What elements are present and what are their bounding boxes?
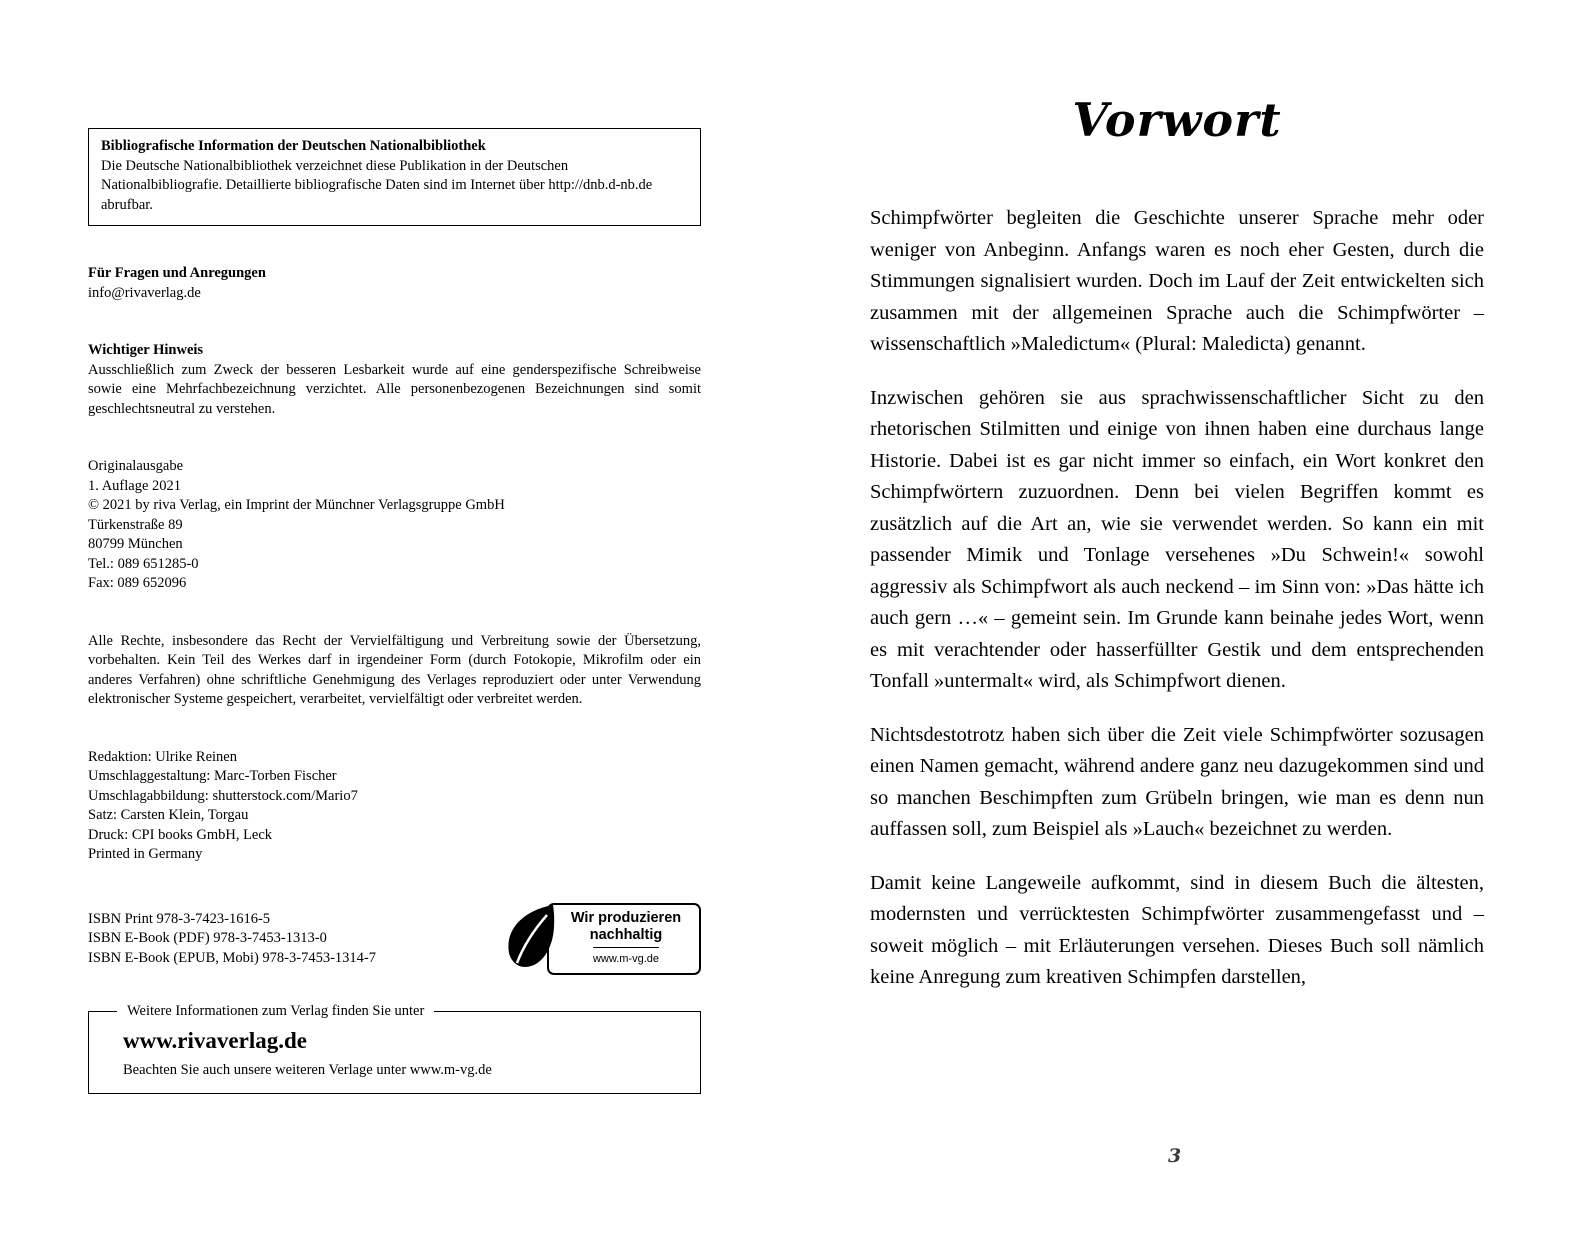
edition-line: Tel.: 089 651285-0 bbox=[88, 555, 199, 572]
contact-heading: Für Fragen und Anregungen bbox=[88, 265, 266, 281]
credits-block bbox=[88, 748, 701, 865]
eco-badge bbox=[503, 901, 701, 978]
bib-info-title: Bibliografische Information der Deutschen Nationalbibliothek bbox=[101, 138, 486, 154]
foreword-page bbox=[870, 95, 1484, 1016]
foreword-paragraph: Nichtsdestotrotz haben sich über die Zeit viele Schimpfwörter sozusagen einen Namen gemacht, während andere ganz neu dazugekommen sind und so manchen Beschimpften zum Grübeln bringen, wie man es denn nun auffassen soll, zum Beispiel als »Lauch« bezeichnet zu werden. bbox=[870, 723, 1484, 840]
foreword-paragraph: Inzwischen gehören sie aus sprachwissenschaftlicher Sicht zu den rhetorischen Stilmitten und einige von ihnen haben eine durchaus lange Historie. Dabei ist es gar nicht immer so einfach, ein Wort konkret den Schimpfwörtern zuzuordnen. Denn bei vielen Begriffen kommt es zusätzlich auf die Art an, wie sie verwendet werden. So kann ein mit passender Mimik und Tonlage versehenes »Du Schwein!« sowohl aggressiv als Schimpfwort als auch neckend – im Sinn von: »Das hätte ich auch gern …« – gemeint sein. Im Grunde kann beinahe jedes Wort, wenn es mit verachtender oder hasserfüllter Gestik und dem entsprechenden Tonfall »untermalt« wird, als Schimpfwort dienen. bbox=[870, 386, 1484, 692]
eco-badge-url: www.m-vg.de bbox=[593, 947, 659, 970]
imprint-page bbox=[88, 128, 701, 1094]
edition-line: Fax: 089 652096 bbox=[88, 575, 187, 591]
page-number: 3 bbox=[1168, 1145, 1182, 1167]
notice-heading: Wichtiger Hinweis bbox=[88, 342, 204, 358]
eco-badge-line1: Wir produzieren bbox=[570, 909, 682, 926]
credits-line: Printed in Germany bbox=[88, 846, 203, 862]
foreword-paragraph: Schimpfwörter begleiten die Geschichte unserer Sprache mehr oder weniger von Anbeginn. Anfangs waren es noch eher Gesten, durch die Stimmungen signalisiert wurden. Doch im Lauf der Zeit entwickelten sich zusammen mit der allgemeinen Sprache auch die Schimpfwörter – wissenschaftlich »Maledictum« (Plural: Maledicta) genannt. bbox=[870, 207, 1484, 355]
contact-block bbox=[88, 264, 701, 303]
leaf-icon bbox=[503, 901, 555, 978]
credits-line: Druck: CPI books GmbH, Leck bbox=[88, 826, 273, 843]
foreword-paragraph: Damit keine Langeweile aufkommt, sind in diesem Buch die ältesten, modernsten und verrücktesten Schimpfwörter zusammengefasst und – soweit möglich – mit Erläuterungen versehen. Dieses Buch soll nämlich keine Anregung zum kreativen Schimpfen darstellen, bbox=[870, 871, 1484, 988]
edition-line: Originalausgabe bbox=[88, 458, 184, 474]
edition-line: Türkenstraße 89 bbox=[88, 516, 183, 533]
notice-text: Ausschließlich zum Zweck der besseren Lesbarkeit wurde auf eine genderspezifische Schreibweise sowie eine Mehrfachbezeichnung verzichtet. Alle personenbezogenen Bezeichnungen sind somit geschlechtsneutral zu verstehen. bbox=[88, 361, 701, 417]
contact-email: info@rivaverlag.de bbox=[88, 284, 201, 301]
isbn-lines bbox=[88, 910, 376, 969]
credits-line: Satz: Carsten Klein, Torgau bbox=[88, 807, 249, 823]
publisher-note: Beachten Sie auch unsere weiteren Verlage unter www.m-vg.de bbox=[123, 1062, 492, 1078]
edition-line: © 2021 by riva Verlag, ein Imprint der Münchner Verlagsgruppe GmbH bbox=[88, 497, 505, 513]
isbn-block bbox=[88, 901, 701, 978]
credits-line: Umschlaggestaltung: Marc-Torben Fischer bbox=[88, 768, 337, 784]
eco-badge-box bbox=[547, 903, 701, 976]
isbn-line: ISBN Print 978-3-7423-1616-5 bbox=[88, 910, 271, 927]
rights-text: Alle Rechte, insbesondere das Recht der Vervielfältigung und Verbreitung sowie der Übersetzung, vorbehalten. Kein Teil des Werkes darf in irgendeiner Form (durch Fotokopie, Mikrofilm oder ein anderes Verfahren) ohne schriftliche Genehmigung des Verlages reproduziert oder unter Verwendung elektronischer Systeme gespeichert, verarbeitet, vervielfältigt oder verbreitet werden. bbox=[88, 632, 701, 707]
edition-line: 1. Auflage 2021 bbox=[88, 477, 182, 494]
credits-line: Umschlagabbildung: shutterstock.com/Mario7 bbox=[88, 787, 358, 804]
page-title: Vorwort bbox=[1072, 93, 1282, 147]
edition-block bbox=[88, 457, 701, 594]
publisher-url: www.rivaverlag.de bbox=[123, 1028, 307, 1053]
eco-badge-line2: nachhaltig bbox=[589, 926, 663, 943]
isbn-line: ISBN E-Book (PDF) 978-3-7453-1313-0 bbox=[88, 930, 327, 946]
bib-info-box bbox=[88, 128, 701, 226]
isbn-line: ISBN E-Book (EPUB, Mobi) 978-3-7453-1314-7 bbox=[88, 949, 376, 966]
edition-line: 80799 München bbox=[88, 536, 183, 552]
bib-info-text: Die Deutsche Nationalbibliothek verzeichnet diese Publikation in der Deutschen Nationalbibliografie. Detaillierte bibliografische Daten sind im Internet über http://dnb.d-nb.de abrufbar. bbox=[101, 157, 653, 213]
publisher-box bbox=[88, 1003, 701, 1094]
notice-block bbox=[88, 341, 701, 419]
credits-line: Redaktion: Ulrike Reinen bbox=[88, 748, 237, 765]
publisher-box-legend: Weitere Informationen zum Verlag finden Sie unter bbox=[117, 1002, 434, 1022]
